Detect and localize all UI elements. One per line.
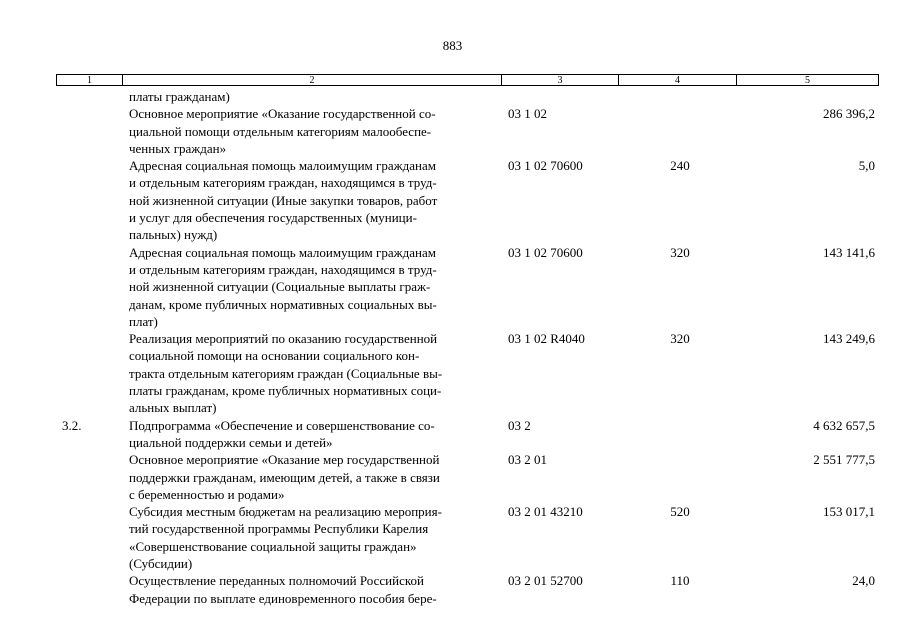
description-line: пальных) нужд) [129, 227, 218, 243]
expense-type: 240 [670, 158, 690, 174]
description-line: плат) [129, 313, 158, 329]
description-line: Основное мероприятие «Оказание государственной со- [129, 106, 436, 122]
row-description [129, 244, 494, 330]
column-header-2: 2 [123, 75, 502, 85]
budget-code: 03 2 01 43210 [508, 504, 583, 520]
description-line: циальной поддержки семьи и детей» [129, 434, 333, 450]
description-line: (Субсидии) [129, 556, 193, 572]
expense-type: 320 [670, 244, 690, 260]
table-row [0, 572, 905, 607]
budget-code: 03 2 [508, 417, 531, 433]
description-line: Реализация мероприятий по оказанию государственной [129, 331, 438, 347]
amount: 153 017,1 [823, 504, 875, 520]
table-row [0, 244, 905, 330]
description-line: ной жизненной ситуации (Иные закупки товаров, работ [129, 192, 438, 208]
description-line: и услуг для обеспечения государственных (муници- [129, 210, 417, 226]
budget-code: 03 2 01 [508, 452, 547, 468]
description-line: Осуществление переданных полномочий Российской [129, 573, 424, 589]
description-line: «Совершенствование социальной защиты граждан» [129, 538, 417, 554]
table-row [0, 157, 905, 243]
amount: 4 632 657,5 [813, 417, 875, 433]
budget-code: 03 2 01 52700 [508, 573, 583, 589]
table-row [0, 503, 905, 572]
column-header-3: 3 [502, 75, 619, 85]
budget-code: 03 1 02 70600 [508, 158, 583, 174]
amount: 2 551 777,5 [813, 452, 875, 468]
amount: 286 396,2 [823, 106, 875, 122]
expense-type: 320 [670, 331, 690, 347]
description-line: Адресная социальная помощь малоимущим гражданам [129, 158, 436, 174]
amount: 143 141,6 [823, 244, 875, 260]
description-line: циальной помощи отдельным категориям малообеспе- [129, 123, 432, 139]
description-line: социальной помощи на основании социального кон- [129, 348, 420, 364]
description-line: тракта отдельным категориям граждан (Социальные вы- [129, 365, 443, 381]
description-line: с беременностью и родами» [129, 486, 285, 502]
description-line: и отдельным категориям граждан, находящимся в труд- [129, 261, 437, 277]
column-header-4: 4 [619, 75, 737, 85]
description-line: тий государственной программы Республики Карелия [129, 521, 429, 537]
expense-type: 520 [670, 504, 690, 520]
row-description [129, 88, 494, 105]
column-header-5: 5 [805, 75, 810, 86]
description-line: платы гражданам) [129, 89, 230, 104]
description-line: альных выплат) [129, 400, 217, 416]
row-description [129, 503, 494, 572]
description-line: платы гражданам, кроме публичных нормативных соци- [129, 383, 442, 399]
description-line: Подпрограмма «Обеспечение и совершенствование со- [129, 417, 435, 433]
expense-type: 110 [670, 573, 690, 589]
amount: 24,0 [852, 573, 875, 589]
description-line: ченных граждан» [129, 140, 227, 156]
description-line: и отдельным категориям граждан, находящимся в труд- [129, 175, 437, 191]
amount: 5,0 [858, 158, 875, 174]
table-row [0, 451, 905, 503]
row-number: 3.2. [62, 417, 82, 433]
budget-code: 03 1 02 [508, 106, 547, 122]
table-row [0, 330, 905, 416]
page-number: 883 [442, 38, 463, 53]
budget-table-body [0, 88, 905, 607]
budget-code: 03 1 02 R4040 [508, 331, 585, 347]
row-description [129, 157, 494, 243]
column-header-row [56, 74, 879, 86]
description-line: данам, кроме публичных нормативных социальных вы- [129, 296, 437, 312]
table-row [0, 417, 905, 452]
row-description [129, 105, 494, 157]
table-row [0, 88, 905, 105]
description-line: Адресная социальная помощь малоимущим гражданам [129, 244, 436, 260]
row-description [129, 417, 494, 452]
description-line: поддержки гражданам, имеющим детей, а также в связи [129, 469, 440, 485]
description-line: ной жизненной ситуации (Социальные выплаты граж- [129, 279, 431, 295]
description-line: Основное мероприятие «Оказание мер государственной [129, 452, 440, 468]
description-line: Субсидия местным бюджетам на реализацию мероприя- [129, 504, 442, 520]
row-description [129, 572, 494, 607]
description-line: Федерации по выплате единовременного пособия бере- [129, 590, 437, 606]
table-row [0, 105, 905, 157]
row-description [129, 451, 494, 503]
column-header-1: 1 [57, 75, 123, 85]
amount: 143 249,6 [823, 331, 875, 347]
budget-code: 03 1 02 70600 [508, 244, 583, 260]
row-description [129, 330, 494, 416]
